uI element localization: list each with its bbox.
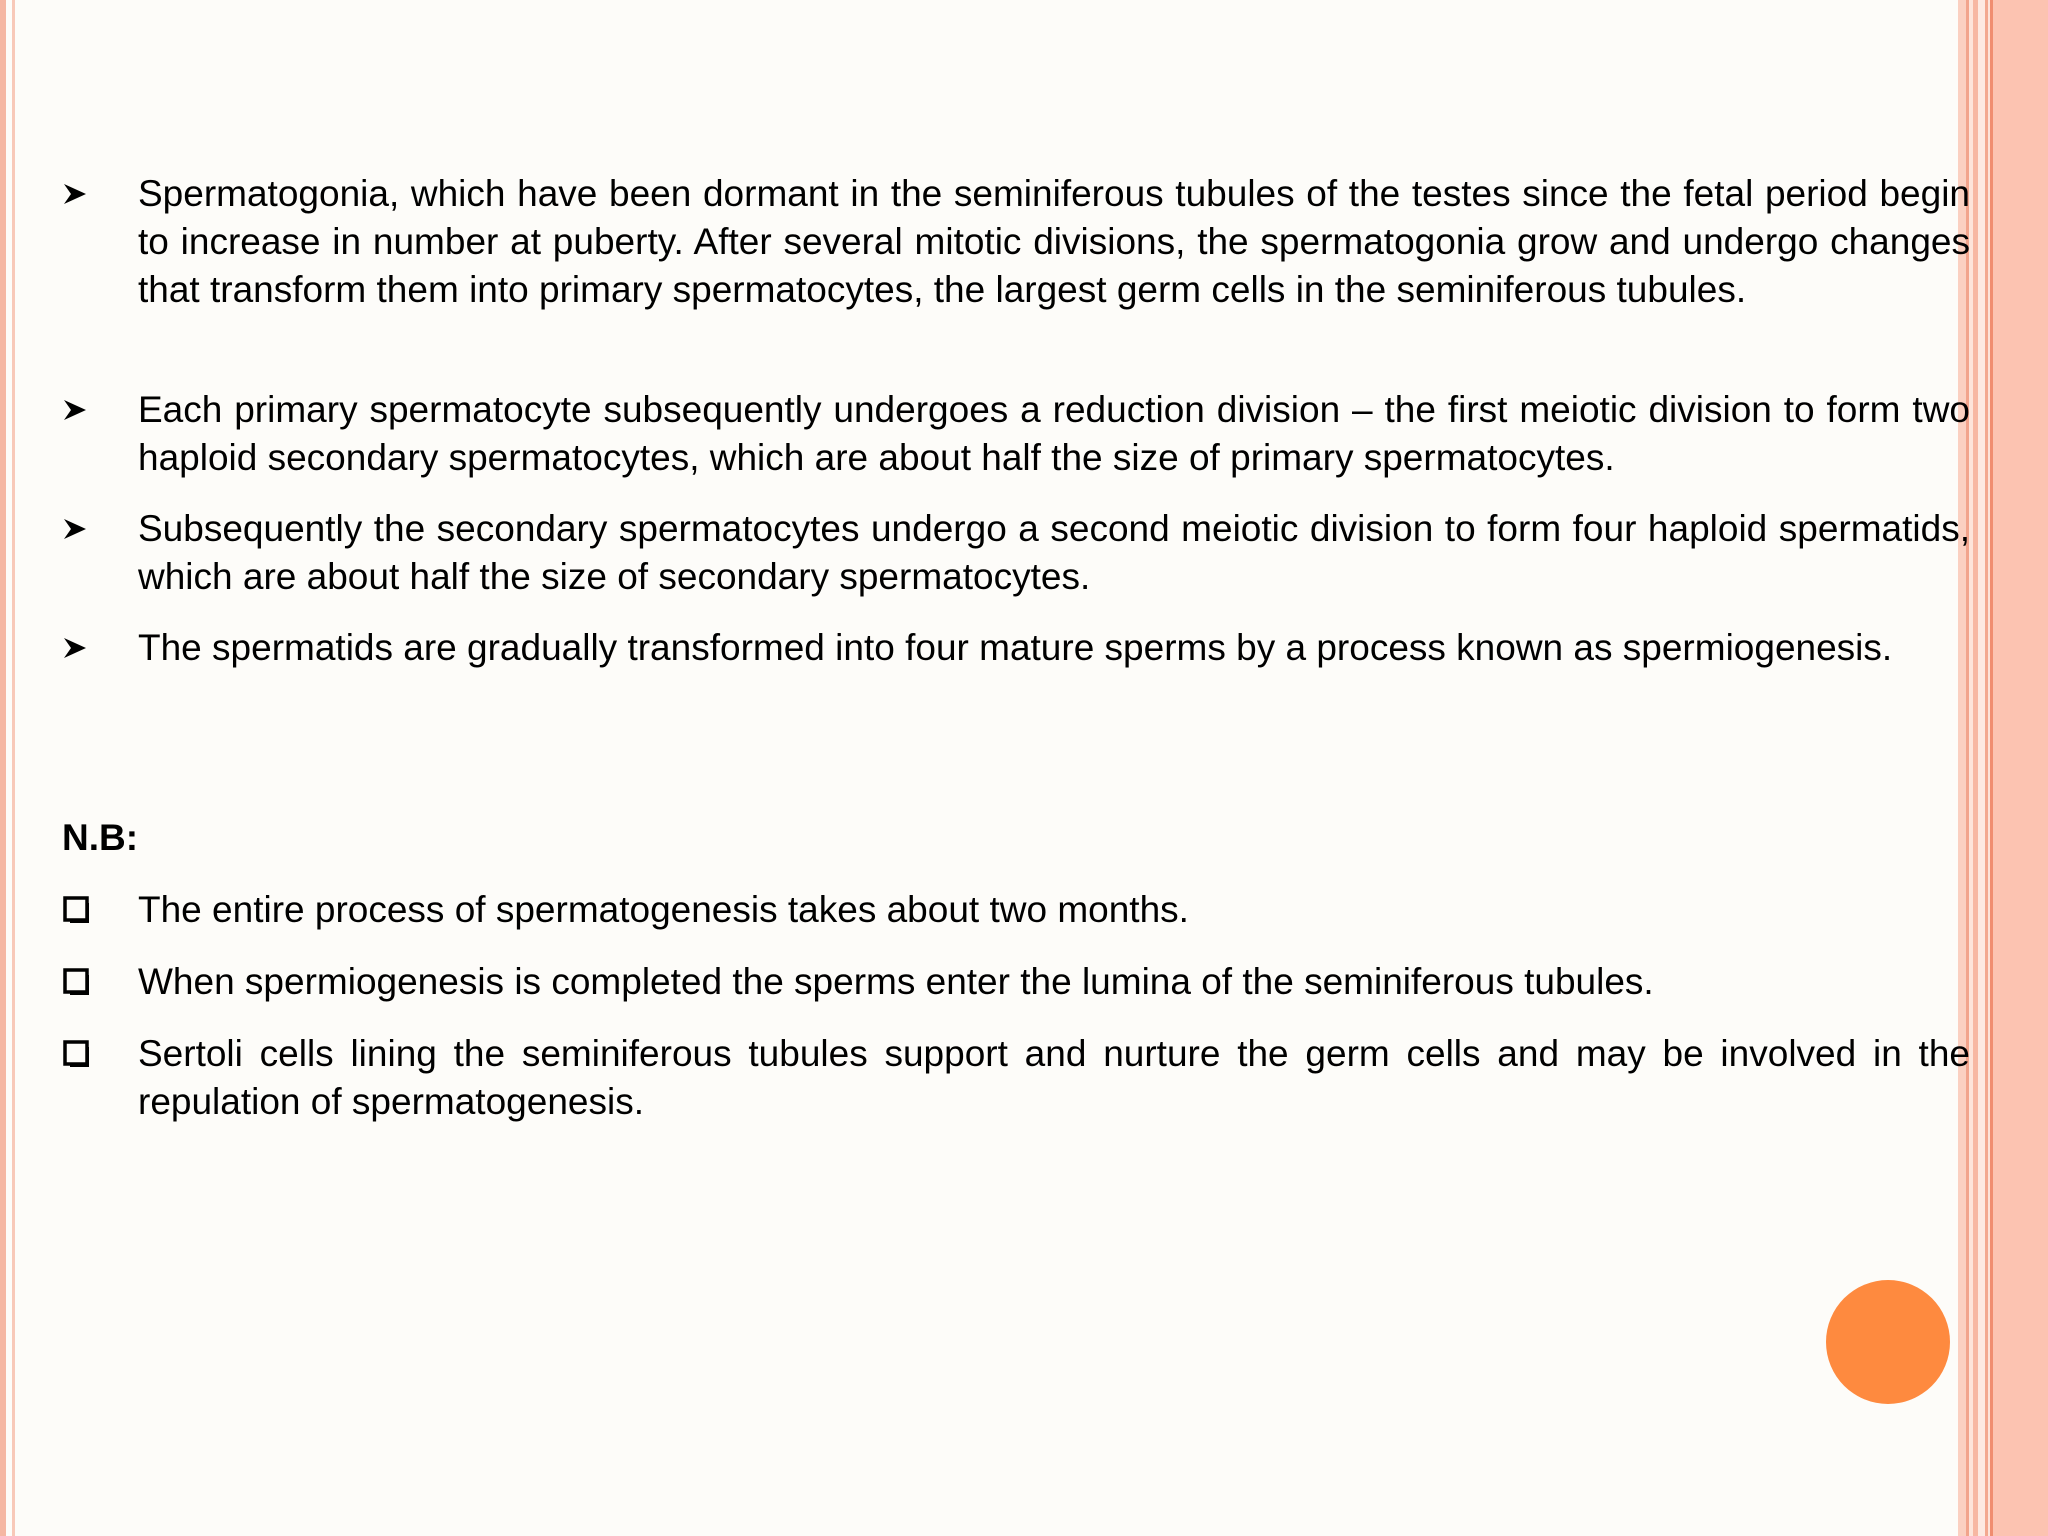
right-border-stripe [1978,0,1985,1536]
right-border-band [1993,0,2048,1536]
checkbox-bullet-icon [62,1030,102,1078]
checkbox-bullet-icon [62,958,102,1006]
decorative-orange-circle [1826,1280,1950,1404]
nb-item-text: When spermiogenesis is completed the sperms enter the lumina of the seminiferous tubules. [138,961,1654,1002]
nb-item-text: Sertoli cells lining the seminiferous tubules support and nurture the germ cells and may be involved in the repulation of spermatogenesis. [138,1033,1970,1122]
nb-heading: N.B: [62,817,139,858]
checkbox-bullet-icon [62,886,102,934]
bullet-text: Each primary spermatocyte subsequently undergoes a reduction division – the first meiotic division to form two haploid secondary spermatocytes, which are about half the size of primary spermatocytes. [138,389,1970,478]
bullet-text: Subsequently the secondary spermatocytes undergo a second meiotic division to form four haploid spermatids, which are about half the size of secondary spermatocytes. [138,508,1970,597]
arrowhead-bullet-icon [62,386,102,434]
arrowhead-bullet-icon [62,624,102,672]
arrowhead-bullet-icon [62,505,102,553]
left-border-stripe-inner [12,0,15,1536]
bullet-text: The spermatids are gradually transformed into four mature sperms by a process known as spermiogenesis. [138,627,1893,668]
bullet-text: Spermatogonia, which have been dormant in the seminiferous tubules of the testes since the fetal period begin to increase in number at puberty. After several mitotic divisions, the spermatogonia grow and undergo changes that transform them into primary spermatocytes, the largest germ cells in the seminiferous tubules. [138,173,1970,310]
nb-item-text: The entire process of spermatogenesis takes about two months. [138,889,1189,930]
left-border-stripe [0,0,6,1536]
arrowhead-bullet-icon [62,170,102,218]
